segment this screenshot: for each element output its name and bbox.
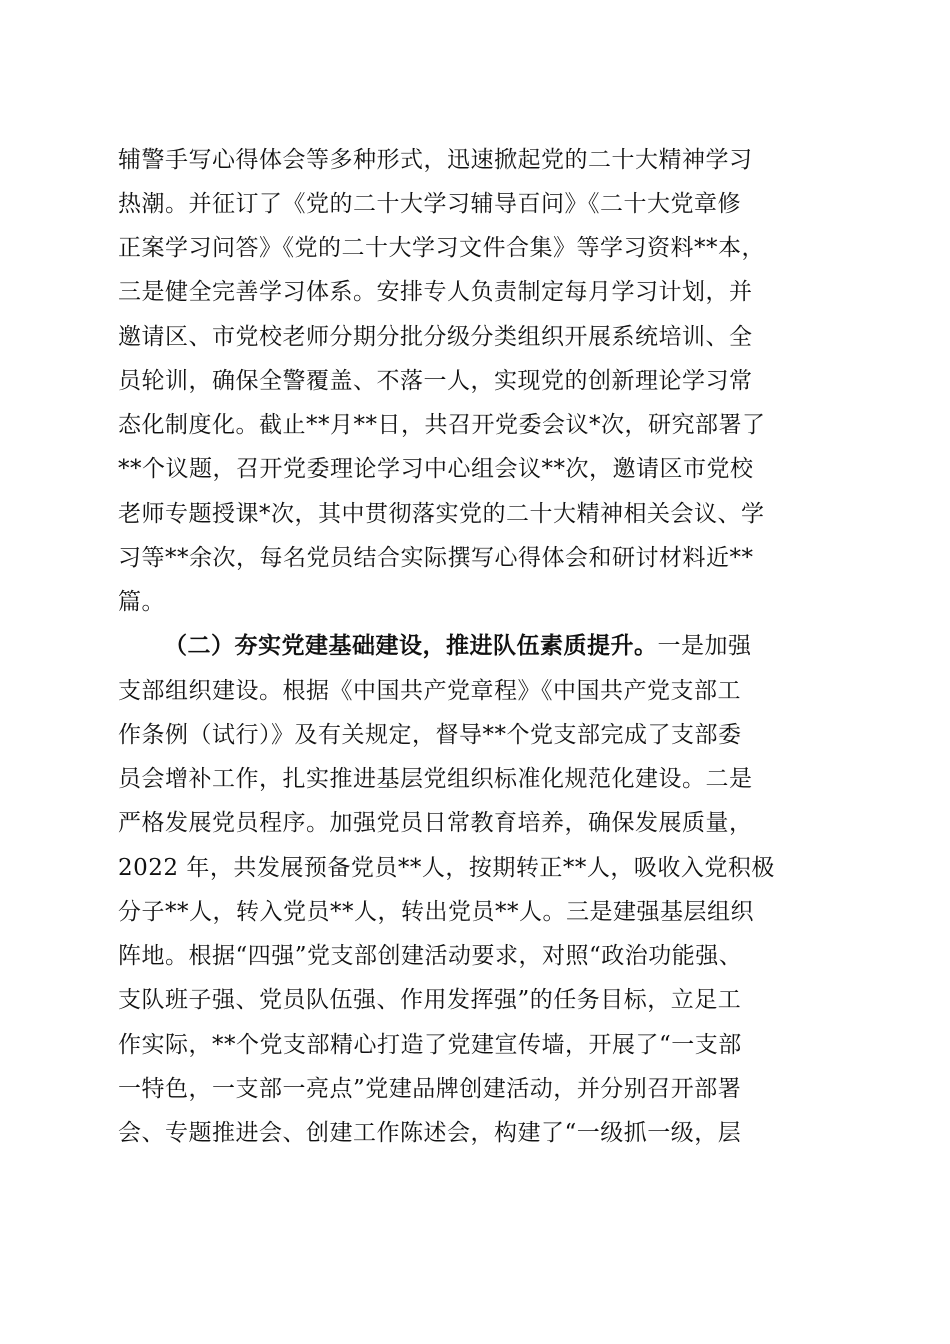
text-line: 严格发展党员程序。加强党员日常教育培养，确保发展质量， [118,810,753,836]
section-heading-line [164,626,752,666]
text-line: 习等**余次，每名党员结合实际撰写心得体会和研讨材料近** [118,545,754,571]
text-line: 分子**人，转入党员**人，转出党员**人。三是建强基层组织 [118,899,754,925]
text-line: 老师专题授课*次，其中贯彻落实党的二十大精神相关会议、学 [118,501,765,527]
text-line: 正案学习问答》《党的二十大学习文件合集》等学习资料**本， [118,235,765,261]
text-line: 员会增补工作，扎实推进基层党组织标准化规范化建设。二是 [118,766,753,792]
text-line: **个议题，召开党委理论学习中心组会议**次，邀请区市党校 [118,456,754,482]
text-line: 2022 年，共发展预备党员**人，按期转正**人，吸收入党积极 [118,855,775,881]
text-line: 辅警手写心得体会等多种形式，迅速掀起党的二十大精神学习 [118,147,753,173]
text-line: 三是健全完善学习体系。安排专人负责制定每月学习计划，并 [118,279,753,305]
text-line: 支部组织建设。根据《中国共产党章程》《中国共产党支部工 [118,678,741,704]
text-line: 作实际，**个党支部精心打造了党建宣传墙，开展了“一支部 [118,1032,742,1058]
text-line: 一特色，一支部一亮点”党建品牌创建活动，并分别召开部署 [118,1076,742,1102]
text-line: 阵地。根据“四强”党支部创建活动要求，对照“政治功能强、 [118,943,743,969]
section-heading-rest: 一是加强 [657,633,752,659]
section-heading: （二）夯实党建基础建设，推进队伍素质提升。 [164,632,658,659]
text-line: 态化制度化。截止**月**日，共召开党委会议*次，研究部署了 [118,412,766,438]
text-line: 作条例（试行）》及有关规定，督导**个党支部完成了支部委 [118,722,742,748]
text-line: 支队班子强、党员队伍强、作用发挥强”的任务目标，立足工 [118,987,742,1013]
text-line: 会、专题推进会、创建工作陈述会，构建了“一级抓一级，层 [118,1120,742,1146]
text-line: 员轮训，确保全警覆盖、不落一人，实现党的创新理论学习常 [118,368,753,394]
text-line: 邀请区、市党校老师分期分批分级分类组织开展系统培训、全 [118,324,753,350]
text-line: 热潮。并征订了《党的二十大学习辅导百问》《二十大党章修 [118,191,741,217]
text-line: 篇。 [118,589,165,615]
